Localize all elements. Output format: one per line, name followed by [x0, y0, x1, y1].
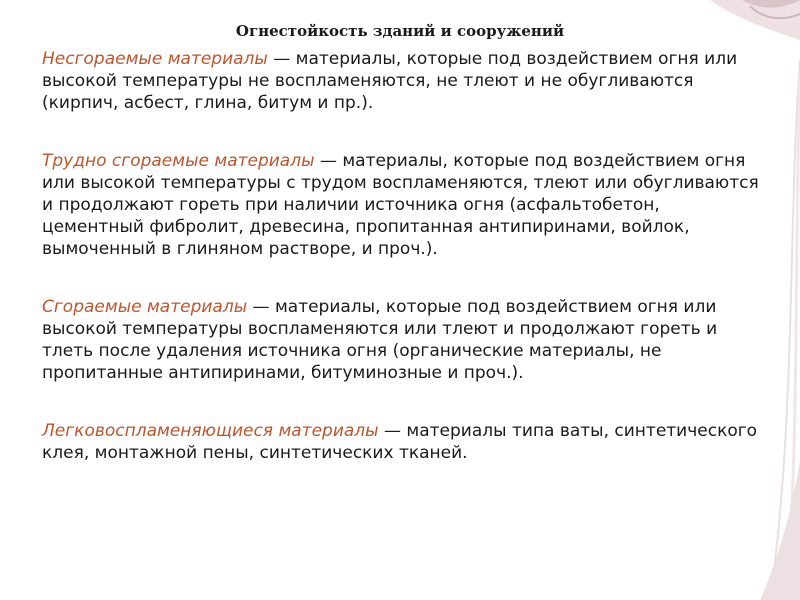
definitions-list — [42, 48, 762, 500]
definition-hardly-combustible-text: — материалы, которые под воздействием огня или высокой температуры с трудом воспламеняются, тлеют или обугливаются и продолжают гореть при наличии источника огня (асфальтобетон, цементный фибролит, древесина, пропитанная антипиринами, войлок, вымоченный в глиняном растворе, и проч.). — [42, 151, 759, 259]
term-combustible: Сгораемые материалы — [42, 297, 248, 317]
term-hardly-combustible: Трудно сгораемые материалы — [42, 151, 315, 171]
slide-title: Огнестойкость зданий и сооружений — [235, 22, 565, 40]
term-flammable: Легковоспламеняющиеся материалы — [42, 421, 379, 441]
definition-flammable — [42, 420, 762, 464]
definition-noncombustible-text: — материалы, которые под воздействием огня или высокой температуры не воспламеняются, не тлеют и не обугливаются (кирпич, асбест, глина, битум и пр.). — [42, 49, 738, 113]
definition-combustible-text: — материалы, которые под воздействием огня или высокой температуры воспламеняются или тлеют и продолжают гореть и тлеть после удаления источника огня (органические материалы, не пропитанные антипиринами, битуминозные и проч.). — [42, 297, 718, 383]
definition-hardly-combustible — [42, 150, 762, 260]
term-noncombustible: Несгораемые материалы — [42, 49, 268, 69]
definition-combustible — [42, 296, 762, 384]
definition-flammable-text: — материалы типа ваты, синтетического клея, монтажной пены, синтетических тканей. — [42, 421, 758, 463]
definition-noncombustible — [42, 48, 762, 114]
